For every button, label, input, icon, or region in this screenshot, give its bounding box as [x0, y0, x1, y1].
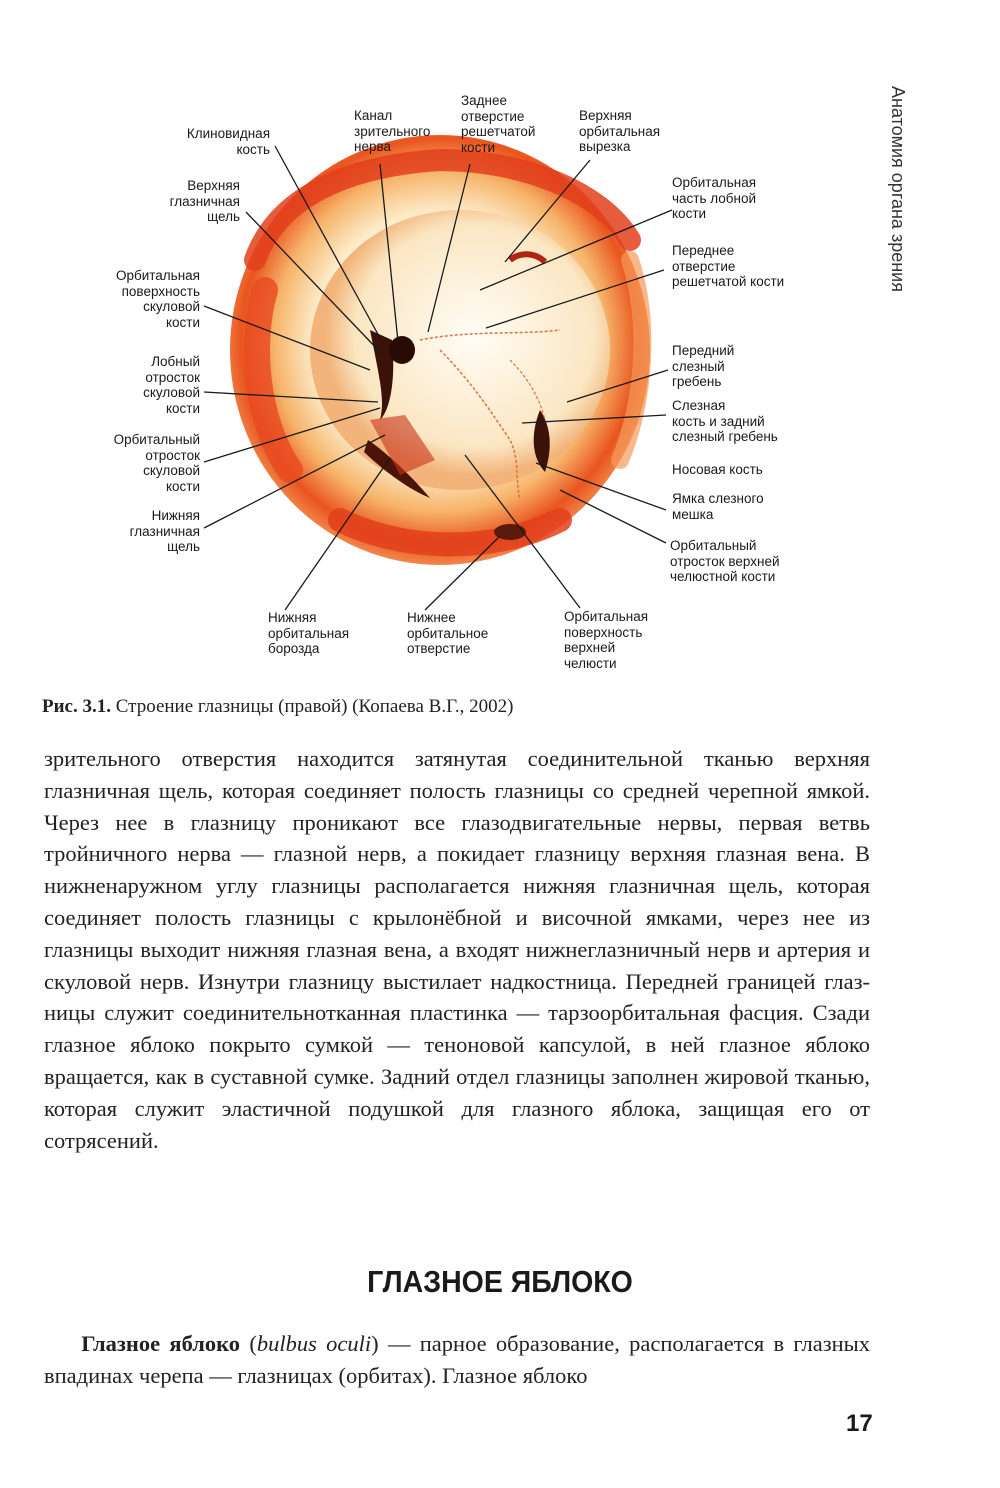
label-line: борозда [268, 641, 320, 656]
label-line: скуловой [143, 385, 200, 400]
paragraph-rest: ) — парное образование, располагается в глазных впадинах черепа — глазницах (орбитах). Глазное яблоко [44, 1331, 871, 1388]
label-line: слезный [672, 358, 725, 374]
label-optic-canal [354, 108, 430, 155]
label-line: нерва [354, 139, 391, 154]
label-line: кость и задний [672, 413, 765, 429]
label-line: поверхность [121, 283, 200, 299]
label-line: слезный гребень [672, 429, 778, 444]
label-frontal-orbital-part [672, 175, 756, 222]
label-zygomatic-surface [80, 268, 200, 330]
label-anterior-ethmoid [672, 243, 784, 290]
label-infraorbital-foramen [407, 610, 488, 657]
label-line: мешка [672, 506, 714, 522]
label-line: решетчатой кости [672, 274, 785, 289]
latin-term: bulbus oculi [256, 1331, 372, 1356]
label-sphenoid [160, 126, 270, 157]
label-line: верхней [564, 640, 616, 655]
label-maxilla-orbital-surface [564, 609, 648, 671]
label-line: Нижняя [268, 610, 317, 625]
label-frontal-process [80, 354, 200, 416]
caption-text: Строение глазницы (правой) (Копаева В.Г., 2002) [115, 696, 514, 717]
label-line: щель [167, 539, 200, 554]
label-line: Орбитальный [113, 432, 200, 447]
label-line: отросток верхней [670, 553, 780, 569]
label-line: Орбитальная [564, 609, 649, 624]
figure-caption [42, 696, 514, 718]
label-line: кости [165, 400, 200, 416]
label-line: часть лобной [672, 190, 757, 206]
optic-canal [389, 336, 415, 364]
label-line: кости [165, 314, 200, 330]
label-posterior-ethmoid [461, 93, 535, 155]
label-line: Носовая кость [672, 462, 763, 477]
label-line: отросток [145, 447, 200, 463]
label-line: глазничная [169, 193, 240, 209]
label-orbital-process-zygomatic [80, 432, 200, 494]
label-line: Верхняя [187, 178, 240, 193]
label-line: Лобный [151, 354, 200, 369]
orbit-figure [40, 80, 880, 680]
label-line: поверхность [564, 624, 643, 640]
label-line: орбитальная [268, 625, 350, 641]
label-line: орбитальное [407, 625, 489, 641]
eyeball-paragraph [44, 1328, 870, 1392]
label-supraorbital-notch [579, 108, 660, 155]
label-line: гребень [672, 374, 722, 389]
label-line: вырезка [579, 139, 631, 154]
label-line: отверстие [672, 258, 736, 274]
running-header-text: Анатомия органа зрения [888, 86, 908, 292]
label-anterior-lacrimal-crest [672, 343, 734, 390]
body-paragraph: зрительного отверстия находится затянутая соединительной тканью верхняя глазничная щель, которая соединяет полость глазницы со средней черепной ямкой. Через нее в глазницу проникают все глазодвигательные нервы, первая ветвь тройничного нерва — глазной нерв, а покидает глазницу верхняя глазная вена. В нижненаружном углу глазницы располагается нижняя глазничная щель, которая соединяет полость глазницы с крылонёбной и височной ямками, через нее из глазницы выходит нижняя глазная вена, а входят нижнеглазничный нерв и артерия и скуловой нерв. Изнутри глазницу выстилает надкостница. Передней границей глазницы служит соединительнотканная пластинка — тарзоорбитальная фасция. Сзади глазное яблоко покрыто сумкой — теноновой капсулой, в ней глазное яблоко вращается, как в суставной сумке. Задний отдел глазницы заполнен жировой тканью, которая служит эластичной подушкой для глазного яблока, защищая его от сотрясений. [44, 746, 870, 1153]
caption-number: Рис. 3.1. [42, 696, 111, 717]
label-line: Канал [354, 108, 393, 123]
term-lead: Глазное яблоко [81, 1331, 241, 1356]
label-line: отверстие [407, 641, 471, 656]
label-line: Нижняя [151, 508, 200, 523]
running-header [880, 86, 916, 326]
label-line: челюсти [564, 655, 617, 671]
label-line: решетчатой [461, 124, 536, 139]
label-line: челюстной кости [670, 569, 776, 584]
latin-open: ( [240, 1331, 257, 1356]
label-line: Ямка слезного [672, 491, 764, 506]
label-lacrimal-fossa [672, 491, 764, 522]
label-line: скуловой [143, 299, 200, 314]
label-line: Передний [672, 343, 735, 358]
label-line: Переднее [672, 243, 735, 258]
label-line: Нижнее [407, 610, 456, 625]
label-line: Слезная [672, 398, 726, 413]
label-line: глазничная [129, 523, 200, 539]
orbit-cavity [310, 210, 610, 490]
label-line: Заднее [461, 93, 508, 108]
label-line: щель [207, 209, 240, 224]
label-line: кости [672, 206, 707, 221]
page-number: 17 [846, 1410, 873, 1437]
label-superior-fissure [130, 178, 240, 225]
label-line: кости [461, 139, 496, 155]
label-line: орбитальная [579, 123, 661, 139]
label-maxilla-orbital-process [670, 538, 780, 585]
label-inferior-fissure [80, 508, 200, 555]
label-line: Клиновидная [186, 126, 270, 141]
label-line: Орбитальная [672, 175, 757, 190]
label-line: кости [165, 478, 200, 494]
label-infraorbital-groove [268, 610, 349, 657]
section-heading: ГЛАЗНОЕ ЯБЛОКО [367, 1264, 633, 1299]
label-line: зрительного [354, 123, 431, 139]
label-nasal-bone [672, 462, 763, 478]
label-line: отросток [145, 369, 200, 385]
label-line: Орбитальная [115, 268, 200, 283]
label-lacrimal-bone [672, 398, 778, 445]
label-line: Верхняя [579, 108, 632, 123]
label-line: Орбитальный [670, 538, 757, 553]
label-line: отверстие [461, 108, 525, 124]
label-line: скуловой [143, 463, 200, 478]
label-line: кость [236, 141, 270, 157]
